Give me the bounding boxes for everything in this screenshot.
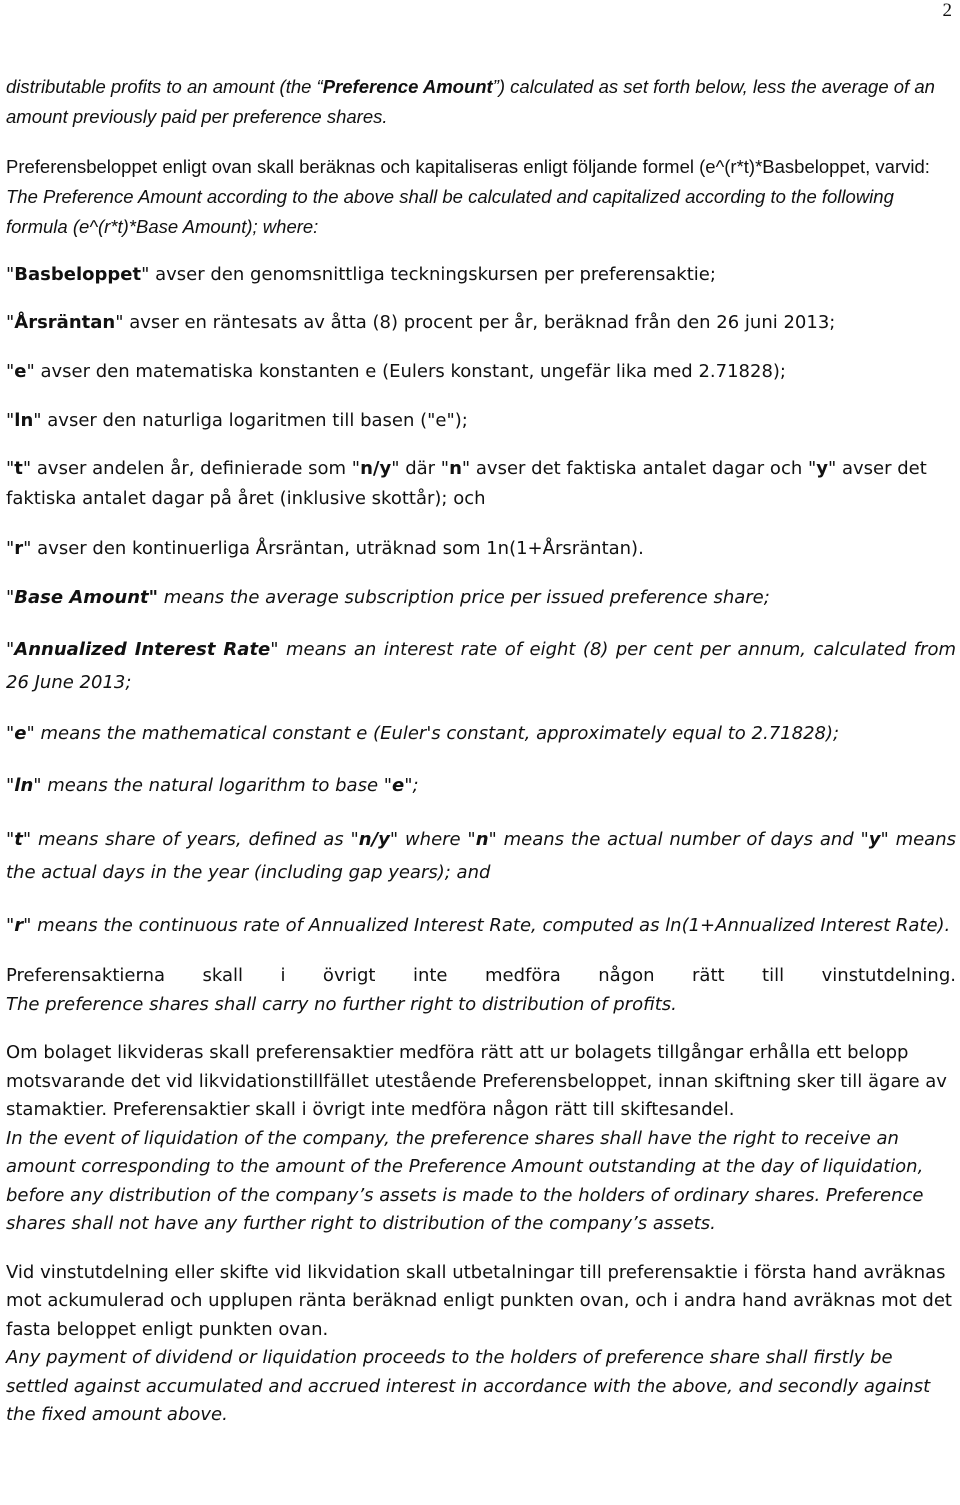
definition-ln-sv: "ln" avser den naturliga logaritmen till basen ("e"); <box>6 410 468 431</box>
definition-annualized-interest-rate: "Annualized Interest Rate" means an interest rate of eight (8) per cent per annum, calculated from 26 June 2013; <box>6 639 956 693</box>
formula-paragraph-sv: Preferensbeloppet enligt ovan skall beräknas och kapitaliseras enligt följande formel (e^(r*t)*Basbeloppet, varvid: <box>6 156 930 177</box>
payment-paragraph-sv: Vid vinstutdelning eller skifte vid likvidation skall utbetalningar till preferensaktie i första hand avräknas mot ackumulerad och upplupen ränta beräknad enligt punkten ovan, och i andra hand avräknas mot det fasta beloppet enligt punkten ovan. <box>6 1261 952 1340</box>
page-number: 2 <box>942 0 952 21</box>
definition-ln-en: "ln" means the natural logarithm to base "e"; <box>6 775 419 796</box>
definition-r-en: "r" means the continuous rate of Annualized Interest Rate, computed as ln(1+Annualized Interest Rate). <box>6 915 951 936</box>
preference-amount-term: Preference Amount <box>322 76 493 97</box>
definition-e-sv: "e" avser den matematiska konstanten e (Eulers konstant, ungefär lika med 2.71828); <box>6 361 786 382</box>
definition-e-en: "e" means the mathematical constant e (Euler's constant, approximately equal to 2.71828); <box>6 723 840 744</box>
definition-basbeloppet: "Basbeloppet" avser den genomsnittliga teckningskursen per preferensaktie; <box>6 264 716 285</box>
definition-arsrantan: "Årsräntan" avser en räntesats av åtta (8) procent per år, beräknad från den 26 juni 2013; <box>6 312 836 333</box>
definition-base-amount: "Base Amount" means the average subscription price per issued preference share; <box>6 587 770 608</box>
definition-t-sv: "t" avser andelen år, definierade som "n/y" där "n" avser det faktiska antalet dagar och "y" avser det faktiska antalet dagar på året (inklusive skottår); och <box>6 458 927 509</box>
intro-paragraph: distributable profits to an amount (the “Preference Amount”) calculated as set forth below, less the average of an amount previously paid per preference shares. <box>6 76 935 127</box>
document-body <box>6 72 956 1430</box>
definition-r-sv: "r" avser den kontinuerliga Årsräntan, uträknad som 1n(1+Årsräntan). <box>6 538 644 559</box>
no-further-right-sv: Preferensaktierna skall i övrigt inte medföra någon rätt till vinstutdelning. <box>6 965 956 986</box>
payment-paragraph-en: Any payment of dividend or liquidation proceeds to the holders of preference share shall firstly be settled against accumulated and accrued interest in accordance with the above, and secondly against the fixed amount above. <box>6 1347 931 1425</box>
no-further-right-en: The preference shares shall carry no further right to distribution of profits. <box>6 993 677 1015</box>
definition-t-en: "t" means share of years, defined as "n/y" where "n" means the actual number of days and "y" means the actual days in the year (including gap years); and <box>6 829 956 883</box>
liquidation-paragraph-en: In the event of liquidation of the company, the preference shares shall have the right to receive an amount corresponding to the amount of the Preference Amount outstanding at the day of liquidation, before any distribution of the company’s assets is made to the holders of ordinary shares. Preference shares shall not have any further right to distribution of the company’s assets. <box>6 1127 924 1234</box>
formula-paragraph-en: The Preference Amount according to the above shall be calculated and capitalized according to the following formula (e^(r*t)*Base Amount); where: <box>6 186 894 237</box>
liquidation-paragraph-sv: Om bolaget likvideras skall preferensaktier medföra rätt att ur bolagets tillgångar erhålla ett belopp motsvarande det vid likvidationstillfället utestående Preferensbeloppet, innan skiftning sker till ägare av stamaktier. Preferensaktier skall i övrigt inte medföra någon rätt till skiftesandel. <box>6 1042 947 1120</box>
